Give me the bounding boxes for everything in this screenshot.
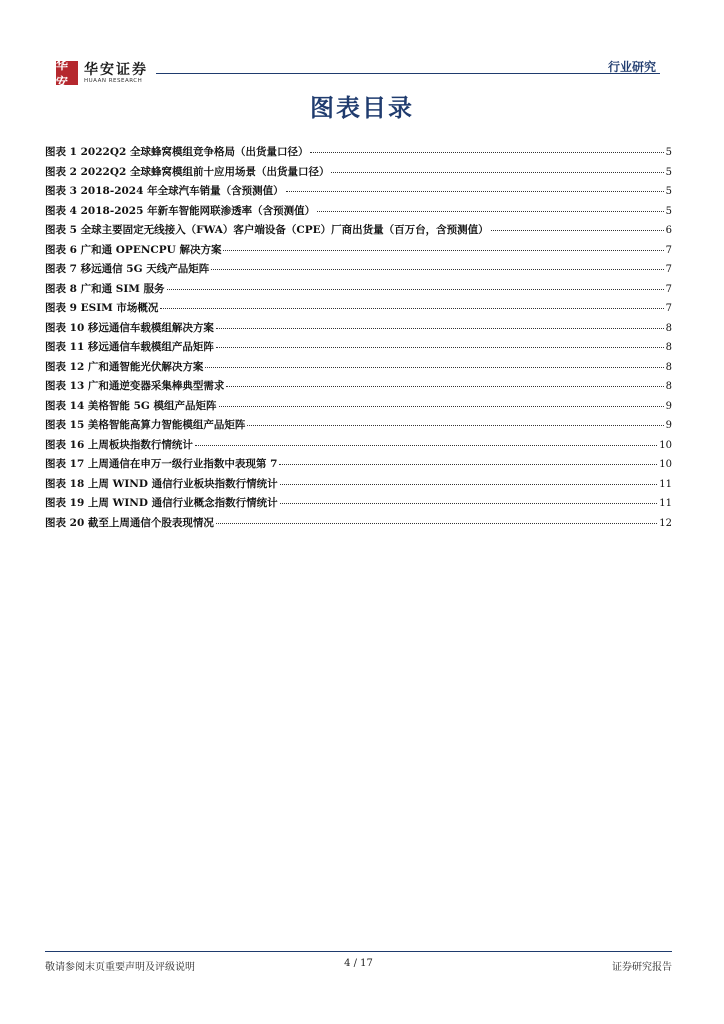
toc-entry[interactable]	[45, 359, 672, 379]
toc-entry[interactable]	[45, 456, 672, 476]
toc-entry-label: 图表 15 美格智能高算力智能模组产品矩阵	[45, 419, 246, 431]
section-label: 行业研究	[607, 60, 656, 74]
toc-entry[interactable]	[45, 242, 672, 262]
toc-leader-dots	[331, 172, 663, 173]
toc-entry-label: 图表 7 移远通信 5G 天线产品矩阵	[45, 263, 210, 275]
toc-entry-page: 7	[665, 303, 672, 314]
toc-entry-label: 图表 8 广和通 SIM 服务	[45, 282, 165, 295]
header-divider	[156, 73, 660, 74]
toc-entry[interactable]	[45, 222, 672, 242]
toc-leader-dots	[205, 367, 663, 368]
toc-entry-page: 5	[665, 186, 672, 197]
toc-entry-page: 7	[665, 244, 672, 256]
table-of-figures	[45, 144, 672, 534]
toc-leader-dots	[317, 211, 664, 212]
toc-entry-label: 图表 20 截至上周通信个股表现情况	[45, 516, 214, 529]
toc-entry-label: 图表 5 全球主要固定无线接入（FWA）客户端设备（CPE）厂商出货量（百万台，含预测值）	[45, 224, 489, 236]
toc-entry[interactable]	[45, 378, 672, 398]
toc-entry[interactable]	[45, 476, 672, 496]
page-footer	[45, 958, 672, 972]
toc-leader-dots	[160, 308, 663, 309]
toc-leader-dots	[216, 523, 657, 524]
toc-entry-page: 7	[665, 264, 672, 275]
toc-leader-dots	[280, 503, 658, 504]
toc-entry-label: 图表 1 2022Q2 全球蜂窝模组竞争格局（出货量口径）	[45, 146, 309, 158]
toc-entry-label: 图表 2 2022Q2 全球蜂窝模组前十应用场景（出货量口径）	[45, 165, 330, 178]
toc-leader-dots	[310, 152, 663, 153]
toc-entry-page: 8	[665, 322, 672, 334]
toc-leader-dots	[280, 484, 658, 485]
toc-entry-label: 图表 18 上周 WIND 通信行业板块指数行情统计	[45, 477, 278, 490]
toc-entry-label: 图表 4 2018-2025 年新车智能网联渗透率（含预测值）	[45, 204, 316, 217]
toc-entry-label: 图表 11 移远通信车载模组产品矩阵	[45, 341, 214, 353]
toc-entry[interactable]	[45, 515, 672, 535]
toc-entry-page: 10	[659, 459, 672, 470]
toc-leader-dots	[195, 445, 657, 446]
toc-entry[interactable]	[45, 398, 672, 418]
toc-leader-dots	[167, 289, 664, 290]
toc-entry-page: 5	[665, 147, 672, 158]
toc-entry-page: 11	[659, 498, 672, 509]
page-title: 图表目录	[310, 94, 414, 122]
toc-entry-label: 图表 17 上周通信在申万一级行业指数中表现第 7	[45, 458, 278, 470]
toc-entry-page: 8	[665, 361, 672, 373]
toc-leader-dots	[279, 464, 657, 465]
toc-entry-page: 9	[665, 400, 672, 412]
toc-entry-page: 11	[659, 478, 672, 490]
toc-entry[interactable]	[45, 417, 672, 437]
toc-entry-page: 8	[665, 381, 672, 392]
toc-leader-dots	[226, 386, 663, 387]
toc-entry-label: 图表 3 2018-2024 年全球汽车销量（含预测值）	[45, 185, 284, 197]
toc-leader-dots	[216, 328, 664, 329]
toc-entry-label: 图表 12 广和通智能光伏解决方案	[45, 360, 204, 373]
toc-leader-dots	[491, 230, 664, 231]
report-type: 证券研究报告	[612, 962, 672, 973]
toc-entry[interactable]	[45, 203, 672, 223]
toc-entry-label: 图表 14 美格智能 5G 模组产品矩阵	[45, 399, 217, 412]
toc-entry-label: 图表 10 移远通信车载模组解决方案	[45, 321, 214, 334]
toc-leader-dots	[211, 269, 663, 270]
toc-entry[interactable]	[45, 339, 672, 359]
page-header	[56, 58, 660, 90]
disclaimer-note: 敬请参阅末页重要声明及评级说明	[45, 962, 195, 973]
toc-leader-dots	[216, 347, 664, 348]
toc-entry[interactable]	[45, 261, 672, 281]
toc-leader-dots	[223, 250, 663, 251]
toc-entry[interactable]	[45, 281, 672, 301]
toc-leader-dots	[286, 191, 664, 192]
toc-entry-page: 7	[665, 283, 672, 295]
logo-name: 华安证券	[84, 62, 148, 78]
toc-entry-label: 图表 19 上周 WIND 通信行业概念指数行情统计	[45, 497, 278, 509]
logo-subtitle: HUAAN RESEARCH	[84, 78, 143, 84]
toc-entry[interactable]	[45, 164, 672, 184]
toc-entry[interactable]	[45, 320, 672, 340]
toc-entry-page: 10	[659, 439, 672, 451]
toc-entry-label: 图表 9 ESIM 市场概况	[45, 302, 159, 314]
toc-entry[interactable]	[45, 183, 672, 203]
toc-entry-label: 图表 13 广和通逆变器采集棒典型需求	[45, 380, 225, 392]
toc-leader-dots	[247, 425, 663, 426]
toc-entry-page: 6	[665, 225, 672, 236]
toc-entry[interactable]	[45, 300, 672, 320]
toc-entry-page: 9	[665, 420, 672, 431]
page-number: 4 / 17	[344, 958, 373, 969]
toc-entry-page: 5	[665, 166, 672, 178]
toc-leader-dots	[219, 406, 664, 407]
logo-icon: 华安	[56, 61, 78, 85]
toc-entry-page: 12	[659, 517, 672, 529]
toc-entry[interactable]	[45, 144, 672, 164]
footer-divider	[45, 951, 672, 952]
toc-entry[interactable]	[45, 495, 672, 515]
toc-entry-page: 5	[665, 205, 672, 217]
toc-entry-page: 8	[665, 342, 672, 353]
toc-entry[interactable]	[45, 437, 672, 457]
toc-entry-label: 图表 6 广和通 OPENCPU 解决方案	[45, 243, 222, 256]
toc-entry-label: 图表 16 上周板块指数行情统计	[45, 438, 193, 451]
